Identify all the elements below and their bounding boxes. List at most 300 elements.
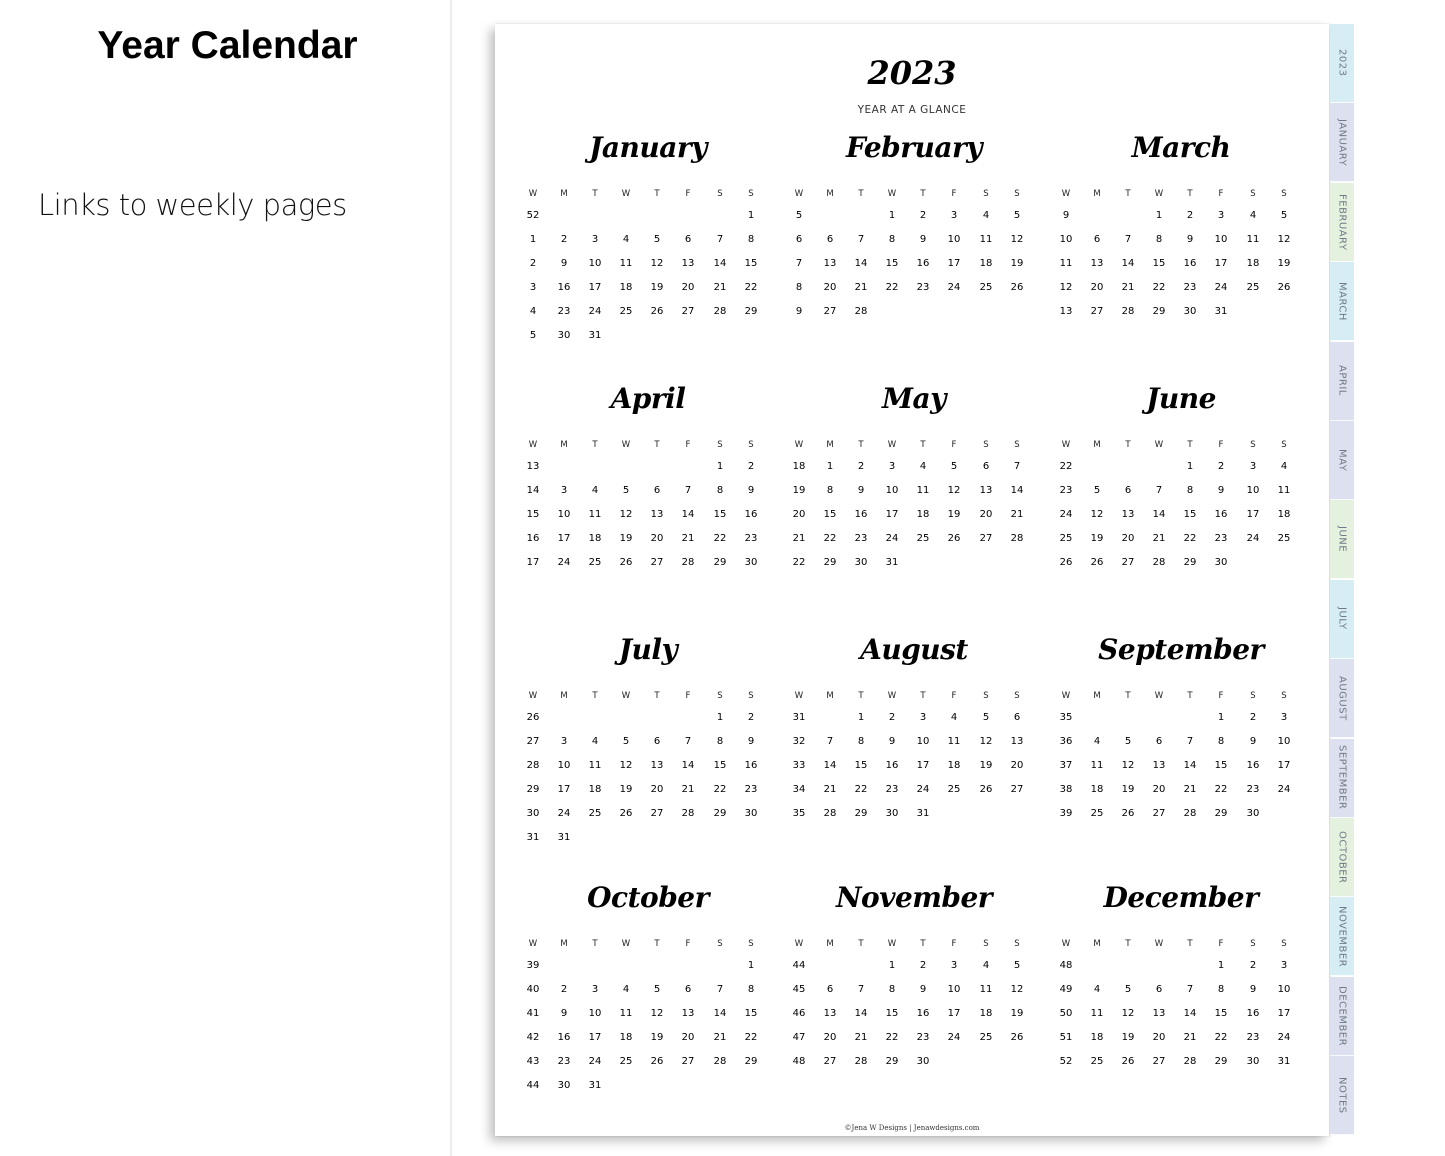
month-april[interactable] (523, 377, 773, 617)
day-cell[interactable]: 31 (885, 557, 899, 568)
day-cell[interactable]: 15 (1152, 258, 1166, 269)
week-number-link[interactable]: 21 (792, 533, 806, 544)
month-september[interactable] (1056, 628, 1306, 868)
day-cell[interactable]: 18 (619, 1032, 633, 1043)
week-number-link[interactable]: 39 (1059, 808, 1073, 819)
day-cell[interactable]: 5 (950, 461, 958, 472)
day-cell[interactable]: 28 (854, 306, 868, 317)
day-cell[interactable]: 27 (823, 306, 837, 317)
day-cell[interactable]: 4 (1280, 461, 1288, 472)
day-cell[interactable]: 12 (979, 736, 993, 747)
day-cell[interactable]: 8 (1217, 736, 1225, 747)
day-cell[interactable]: 8 (1217, 984, 1225, 995)
day-cell[interactable]: 22 (1183, 533, 1197, 544)
day-cell[interactable]: 10 (916, 736, 930, 747)
day-cell[interactable]: 26 (1121, 808, 1135, 819)
day-cell[interactable]: 24 (557, 557, 571, 568)
day-cell[interactable]: 11 (619, 1008, 633, 1019)
week-number-link[interactable]: 32 (792, 736, 806, 747)
tab-january[interactable] (1330, 103, 1354, 182)
day-cell[interactable]: 25 (947, 784, 961, 795)
day-cell[interactable]: 4 (1093, 736, 1101, 747)
day-cell[interactable]: 26 (947, 533, 961, 544)
day-cell[interactable]: 27 (681, 306, 695, 317)
tab-june[interactable] (1330, 500, 1354, 579)
day-cell[interactable]: 5 (1013, 210, 1021, 221)
day-cell[interactable]: 3 (591, 984, 599, 995)
day-cell[interactable]: 14 (713, 1008, 727, 1019)
day-cell[interactable]: 7 (716, 234, 724, 245)
day-cell[interactable]: 20 (1152, 1032, 1166, 1043)
day-cell[interactable]: 14 (1183, 1008, 1197, 1019)
day-cell[interactable]: 28 (1010, 533, 1024, 544)
day-cell[interactable]: 9 (857, 485, 865, 496)
day-cell[interactable]: 11 (916, 485, 930, 496)
day-cell[interactable]: 14 (854, 1008, 868, 1019)
day-cell[interactable]: 4 (591, 736, 599, 747)
day-cell[interactable]: 17 (885, 509, 899, 520)
day-cell[interactable]: 11 (947, 736, 961, 747)
day-cell[interactable]: 23 (885, 784, 899, 795)
day-cell[interactable]: 26 (979, 784, 993, 795)
day-cell[interactable]: 14 (823, 760, 837, 771)
day-cell[interactable]: 7 (1186, 984, 1194, 995)
day-cell[interactable]: 2 (747, 461, 755, 472)
day-cell[interactable]: 7 (1186, 736, 1194, 747)
day-cell[interactable]: 29 (1152, 306, 1166, 317)
day-cell[interactable]: 6 (1124, 485, 1132, 496)
day-cell[interactable]: 27 (823, 1056, 837, 1067)
day-cell[interactable]: 5 (622, 736, 630, 747)
day-cell[interactable]: 24 (947, 282, 961, 293)
tab-october[interactable] (1330, 818, 1354, 897)
day-cell[interactable]: 18 (619, 282, 633, 293)
day-cell[interactable]: 6 (1013, 712, 1021, 723)
month-name[interactable]: September (1098, 633, 1264, 666)
day-cell[interactable]: 2 (1249, 960, 1257, 971)
week-number-link[interactable]: 46 (792, 1008, 806, 1019)
day-cell[interactable]: 13 (681, 1008, 695, 1019)
day-cell[interactable]: 7 (826, 736, 834, 747)
day-cell[interactable]: 6 (653, 736, 661, 747)
day-cell[interactable]: 1 (716, 461, 724, 472)
month-march[interactable] (1056, 126, 1306, 366)
day-cell[interactable]: 15 (713, 760, 727, 771)
day-cell[interactable]: 19 (619, 784, 633, 795)
week-number-link[interactable]: 44 (792, 960, 806, 971)
day-cell[interactable]: 21 (1121, 282, 1135, 293)
day-cell[interactable]: 19 (1121, 784, 1135, 795)
day-cell[interactable]: 7 (684, 736, 692, 747)
day-cell[interactable]: 23 (916, 282, 930, 293)
day-cell[interactable]: 22 (744, 282, 758, 293)
week-number-link[interactable]: 8 (795, 282, 803, 293)
month-name[interactable]: November (835, 881, 993, 914)
day-cell[interactable]: 20 (1010, 760, 1024, 771)
tab-july[interactable] (1330, 580, 1354, 659)
day-cell[interactable]: 30 (1246, 1056, 1260, 1067)
day-cell[interactable]: 8 (716, 485, 724, 496)
tab-february[interactable] (1330, 183, 1354, 262)
week-number-link[interactable]: 1 (529, 234, 537, 245)
month-june[interactable] (1056, 377, 1306, 617)
day-cell[interactable]: 8 (826, 485, 834, 496)
day-cell[interactable]: 9 (1249, 984, 1257, 995)
day-cell[interactable]: 15 (854, 760, 868, 771)
day-cell[interactable]: 30 (1183, 306, 1197, 317)
day-cell[interactable]: 12 (1121, 1008, 1135, 1019)
day-cell[interactable]: 21 (854, 1032, 868, 1043)
week-number-link[interactable]: 26 (1059, 557, 1073, 568)
week-number-link[interactable]: 5 (795, 210, 803, 221)
tab-august[interactable] (1330, 659, 1354, 738)
day-cell[interactable]: 14 (681, 760, 695, 771)
day-cell[interactable]: 16 (557, 282, 571, 293)
month-name[interactable]: October (587, 881, 709, 914)
tab-december[interactable] (1330, 977, 1354, 1056)
day-cell[interactable]: 19 (1090, 533, 1104, 544)
day-cell[interactable]: 1 (888, 210, 896, 221)
day-cell[interactable]: 10 (1214, 234, 1228, 245)
month-january[interactable] (523, 126, 773, 366)
day-cell[interactable]: 29 (713, 557, 727, 568)
day-cell[interactable]: 28 (1183, 1056, 1197, 1067)
day-cell[interactable]: 4 (622, 234, 630, 245)
day-cell[interactable]: 13 (1090, 258, 1104, 269)
day-cell[interactable]: 8 (747, 234, 755, 245)
day-cell[interactable]: 18 (1090, 784, 1104, 795)
day-cell[interactable]: 29 (1183, 557, 1197, 568)
day-cell[interactable]: 17 (1277, 1008, 1291, 1019)
week-number-link[interactable]: 27 (526, 736, 540, 747)
week-number-link[interactable]: 25 (1059, 533, 1073, 544)
week-number-link[interactable]: 16 (526, 533, 540, 544)
day-cell[interactable]: 13 (681, 258, 695, 269)
day-cell[interactable]: 16 (1246, 1008, 1260, 1019)
day-cell[interactable]: 24 (588, 306, 602, 317)
day-cell[interactable]: 29 (823, 557, 837, 568)
week-number-link[interactable]: 23 (1059, 485, 1073, 496)
day-cell[interactable]: 29 (744, 1056, 758, 1067)
day-cell[interactable]: 9 (1217, 485, 1225, 496)
week-number-link[interactable]: 2 (529, 258, 537, 269)
day-cell[interactable]: 10 (885, 485, 899, 496)
day-cell[interactable]: 31 (557, 832, 571, 843)
day-cell[interactable]: 30 (557, 330, 571, 341)
week-number-link[interactable]: 22 (792, 557, 806, 568)
day-cell[interactable]: 18 (1090, 1032, 1104, 1043)
day-cell[interactable]: 15 (823, 509, 837, 520)
day-cell[interactable]: 19 (1277, 258, 1291, 269)
day-cell[interactable]: 24 (947, 1032, 961, 1043)
week-number-link[interactable]: 13 (1059, 306, 1073, 317)
day-cell[interactable]: 28 (1121, 306, 1135, 317)
day-cell[interactable]: 3 (1249, 461, 1257, 472)
day-cell[interactable]: 19 (1010, 258, 1024, 269)
day-cell[interactable]: 16 (744, 760, 758, 771)
day-cell[interactable]: 6 (1155, 736, 1163, 747)
day-cell[interactable]: 26 (1010, 282, 1024, 293)
week-number-link[interactable]: 35 (792, 808, 806, 819)
day-cell[interactable]: 11 (1277, 485, 1291, 496)
day-cell[interactable]: 17 (947, 1008, 961, 1019)
day-cell[interactable]: 31 (1277, 1056, 1291, 1067)
month-july[interactable] (523, 628, 773, 868)
day-cell[interactable]: 5 (653, 984, 661, 995)
week-number-link[interactable]: 14 (526, 485, 540, 496)
week-number-link[interactable]: 9 (1062, 210, 1070, 221)
day-cell[interactable]: 1 (826, 461, 834, 472)
day-cell[interactable]: 10 (947, 234, 961, 245)
day-cell[interactable]: 24 (1277, 1032, 1291, 1043)
week-number-link[interactable]: 9 (795, 306, 803, 317)
day-cell[interactable]: 31 (916, 808, 930, 819)
day-cell[interactable]: 23 (1246, 1032, 1260, 1043)
month-october[interactable] (523, 876, 773, 1116)
week-number-link[interactable]: 30 (526, 808, 540, 819)
day-cell[interactable]: 16 (916, 1008, 930, 1019)
day-cell[interactable]: 21 (681, 533, 695, 544)
day-cell[interactable]: 27 (979, 533, 993, 544)
month-name[interactable]: August (860, 633, 968, 666)
week-number-link[interactable]: 29 (526, 784, 540, 795)
day-cell[interactable]: 1 (747, 210, 755, 221)
day-cell[interactable]: 18 (588, 533, 602, 544)
week-number-link[interactable]: 37 (1059, 760, 1073, 771)
day-cell[interactable]: 8 (888, 984, 896, 995)
day-cell[interactable]: 6 (826, 234, 834, 245)
day-cell[interactable]: 17 (916, 760, 930, 771)
day-cell[interactable]: 29 (744, 306, 758, 317)
day-cell[interactable]: 24 (588, 1056, 602, 1067)
day-cell[interactable]: 6 (826, 984, 834, 995)
day-cell[interactable]: 7 (684, 485, 692, 496)
day-cell[interactable]: 13 (1121, 509, 1135, 520)
day-cell[interactable]: 24 (557, 808, 571, 819)
week-number-link[interactable]: 35 (1059, 712, 1073, 723)
week-number-link[interactable]: 39 (526, 960, 540, 971)
day-cell[interactable]: 25 (588, 808, 602, 819)
day-cell[interactable]: 23 (916, 1032, 930, 1043)
day-cell[interactable]: 9 (560, 258, 568, 269)
day-cell[interactable]: 22 (885, 1032, 899, 1043)
day-cell[interactable]: 28 (854, 1056, 868, 1067)
day-cell[interactable]: 22 (1214, 1032, 1228, 1043)
day-cell[interactable]: 13 (1152, 1008, 1166, 1019)
tab-notes[interactable] (1330, 1056, 1354, 1135)
day-cell[interactable]: 19 (1121, 1032, 1135, 1043)
day-cell[interactable]: 20 (1090, 282, 1104, 293)
day-cell[interactable]: 14 (854, 258, 868, 269)
day-cell[interactable]: 20 (681, 282, 695, 293)
day-cell[interactable]: 17 (1246, 509, 1260, 520)
day-cell[interactable]: 3 (888, 461, 896, 472)
day-cell[interactable]: 11 (1090, 1008, 1104, 1019)
day-cell[interactable]: 28 (1152, 557, 1166, 568)
day-cell[interactable]: 19 (947, 509, 961, 520)
day-cell[interactable]: 14 (713, 258, 727, 269)
day-cell[interactable]: 16 (916, 258, 930, 269)
day-cell[interactable]: 27 (1152, 808, 1166, 819)
day-cell[interactable]: 5 (1093, 485, 1101, 496)
day-cell[interactable]: 2 (1249, 712, 1257, 723)
tab-may[interactable] (1330, 421, 1354, 500)
week-number-link[interactable]: 51 (1059, 1032, 1073, 1043)
day-cell[interactable]: 8 (1186, 485, 1194, 496)
day-cell[interactable]: 7 (1124, 234, 1132, 245)
week-number-link[interactable]: 34 (792, 784, 806, 795)
day-cell[interactable]: 12 (1277, 234, 1291, 245)
day-cell[interactable]: 12 (619, 760, 633, 771)
day-cell[interactable]: 15 (885, 258, 899, 269)
day-cell[interactable]: 27 (650, 808, 664, 819)
day-cell[interactable]: 3 (591, 234, 599, 245)
week-number-link[interactable]: 41 (526, 1008, 540, 1019)
day-cell[interactable]: 24 (1246, 533, 1260, 544)
week-number-link[interactable]: 28 (526, 760, 540, 771)
day-cell[interactable]: 16 (557, 1032, 571, 1043)
day-cell[interactable]: 13 (1010, 736, 1024, 747)
day-cell[interactable]: 5 (1124, 984, 1132, 995)
day-cell[interactable]: 15 (1214, 760, 1228, 771)
day-cell[interactable]: 2 (560, 234, 568, 245)
day-cell[interactable]: 1 (716, 712, 724, 723)
day-cell[interactable]: 18 (1246, 258, 1260, 269)
day-cell[interactable]: 9 (747, 485, 755, 496)
day-cell[interactable]: 11 (979, 984, 993, 995)
day-cell[interactable]: 25 (619, 306, 633, 317)
week-number-link[interactable]: 52 (526, 210, 540, 221)
day-cell[interactable]: 28 (681, 808, 695, 819)
day-cell[interactable]: 8 (747, 984, 755, 995)
month-november[interactable] (789, 876, 1039, 1116)
day-cell[interactable]: 21 (1183, 784, 1197, 795)
day-cell[interactable]: 26 (650, 306, 664, 317)
week-number-link[interactable]: 43 (526, 1056, 540, 1067)
day-cell[interactable]: 25 (979, 282, 993, 293)
day-cell[interactable]: 12 (1010, 234, 1024, 245)
day-cell[interactable]: 23 (1183, 282, 1197, 293)
day-cell[interactable]: 4 (982, 210, 990, 221)
day-cell[interactable]: 15 (1183, 509, 1197, 520)
day-cell[interactable]: 10 (1277, 984, 1291, 995)
day-cell[interactable]: 26 (1121, 1056, 1135, 1067)
day-cell[interactable]: 27 (1121, 557, 1135, 568)
day-cell[interactable]: 2 (747, 712, 755, 723)
day-cell[interactable]: 19 (650, 282, 664, 293)
day-cell[interactable]: 21 (854, 282, 868, 293)
day-cell[interactable]: 19 (650, 1032, 664, 1043)
day-cell[interactable]: 11 (979, 234, 993, 245)
day-cell[interactable]: 6 (684, 234, 692, 245)
tab-september[interactable] (1330, 739, 1354, 818)
day-cell[interactable]: 26 (1277, 282, 1291, 293)
day-cell[interactable]: 26 (1010, 1032, 1024, 1043)
day-cell[interactable]: 27 (650, 557, 664, 568)
week-number-link[interactable]: 45 (792, 984, 806, 995)
day-cell[interactable]: 13 (823, 1008, 837, 1019)
week-number-link[interactable]: 47 (792, 1032, 806, 1043)
day-cell[interactable]: 5 (982, 712, 990, 723)
day-cell[interactable]: 28 (713, 306, 727, 317)
day-cell[interactable]: 15 (744, 258, 758, 269)
day-cell[interactable]: 20 (979, 509, 993, 520)
day-cell[interactable]: 26 (619, 808, 633, 819)
day-cell[interactable]: 1 (1217, 960, 1225, 971)
day-cell[interactable]: 1 (1217, 712, 1225, 723)
day-cell[interactable]: 25 (1090, 1056, 1104, 1067)
day-cell[interactable]: 3 (1217, 210, 1225, 221)
day-cell[interactable]: 17 (588, 282, 602, 293)
day-cell[interactable]: 20 (650, 533, 664, 544)
day-cell[interactable]: 27 (1090, 306, 1104, 317)
day-cell[interactable]: 4 (982, 960, 990, 971)
day-cell[interactable]: 18 (979, 1008, 993, 1019)
week-number-link[interactable]: 31 (526, 832, 540, 843)
day-cell[interactable]: 23 (744, 533, 758, 544)
day-cell[interactable]: 18 (947, 760, 961, 771)
week-number-link[interactable]: 17 (526, 557, 540, 568)
week-number-link[interactable]: 10 (1059, 234, 1073, 245)
day-cell[interactable]: 1 (747, 960, 755, 971)
day-cell[interactable]: 25 (916, 533, 930, 544)
day-cell[interactable]: 21 (681, 784, 695, 795)
day-cell[interactable]: 28 (1183, 808, 1197, 819)
day-cell[interactable]: 11 (619, 258, 633, 269)
day-cell[interactable]: 2 (1186, 210, 1194, 221)
month-name[interactable]: May (882, 382, 946, 415)
day-cell[interactable]: 18 (916, 509, 930, 520)
day-cell[interactable]: 19 (619, 533, 633, 544)
day-cell[interactable]: 17 (557, 784, 571, 795)
month-name[interactable]: January (589, 131, 707, 164)
day-cell[interactable]: 3 (950, 210, 958, 221)
day-cell[interactable]: 31 (588, 1080, 602, 1091)
week-number-link[interactable]: 20 (792, 509, 806, 520)
month-february[interactable] (789, 126, 1039, 366)
day-cell[interactable]: 19 (979, 760, 993, 771)
day-cell[interactable]: 7 (1155, 485, 1163, 496)
day-cell[interactable]: 21 (1183, 1032, 1197, 1043)
day-cell[interactable]: 3 (950, 960, 958, 971)
day-cell[interactable]: 2 (560, 984, 568, 995)
day-cell[interactable]: 17 (1214, 258, 1228, 269)
day-cell[interactable]: 13 (979, 485, 993, 496)
day-cell[interactable]: 8 (888, 234, 896, 245)
day-cell[interactable]: 8 (716, 736, 724, 747)
day-cell[interactable]: 6 (1093, 234, 1101, 245)
day-cell[interactable]: 9 (560, 1008, 568, 1019)
month-name[interactable]: April (610, 382, 686, 415)
day-cell[interactable]: 10 (557, 760, 571, 771)
day-cell[interactable]: 20 (1152, 784, 1166, 795)
day-cell[interactable]: 11 (588, 760, 602, 771)
day-cell[interactable]: 14 (1010, 485, 1024, 496)
day-cell[interactable]: 13 (823, 258, 837, 269)
day-cell[interactable]: 25 (1090, 808, 1104, 819)
day-cell[interactable]: 3 (560, 736, 568, 747)
day-cell[interactable]: 12 (1010, 984, 1024, 995)
day-cell[interactable]: 29 (1214, 1056, 1228, 1067)
day-cell[interactable]: 9 (919, 234, 927, 245)
day-cell[interactable]: 25 (619, 1056, 633, 1067)
day-cell[interactable]: 1 (857, 712, 865, 723)
day-cell[interactable]: 29 (854, 808, 868, 819)
day-cell[interactable]: 15 (713, 509, 727, 520)
day-cell[interactable]: 23 (557, 306, 571, 317)
day-cell[interactable]: 11 (588, 509, 602, 520)
month-name[interactable]: February (845, 131, 982, 164)
